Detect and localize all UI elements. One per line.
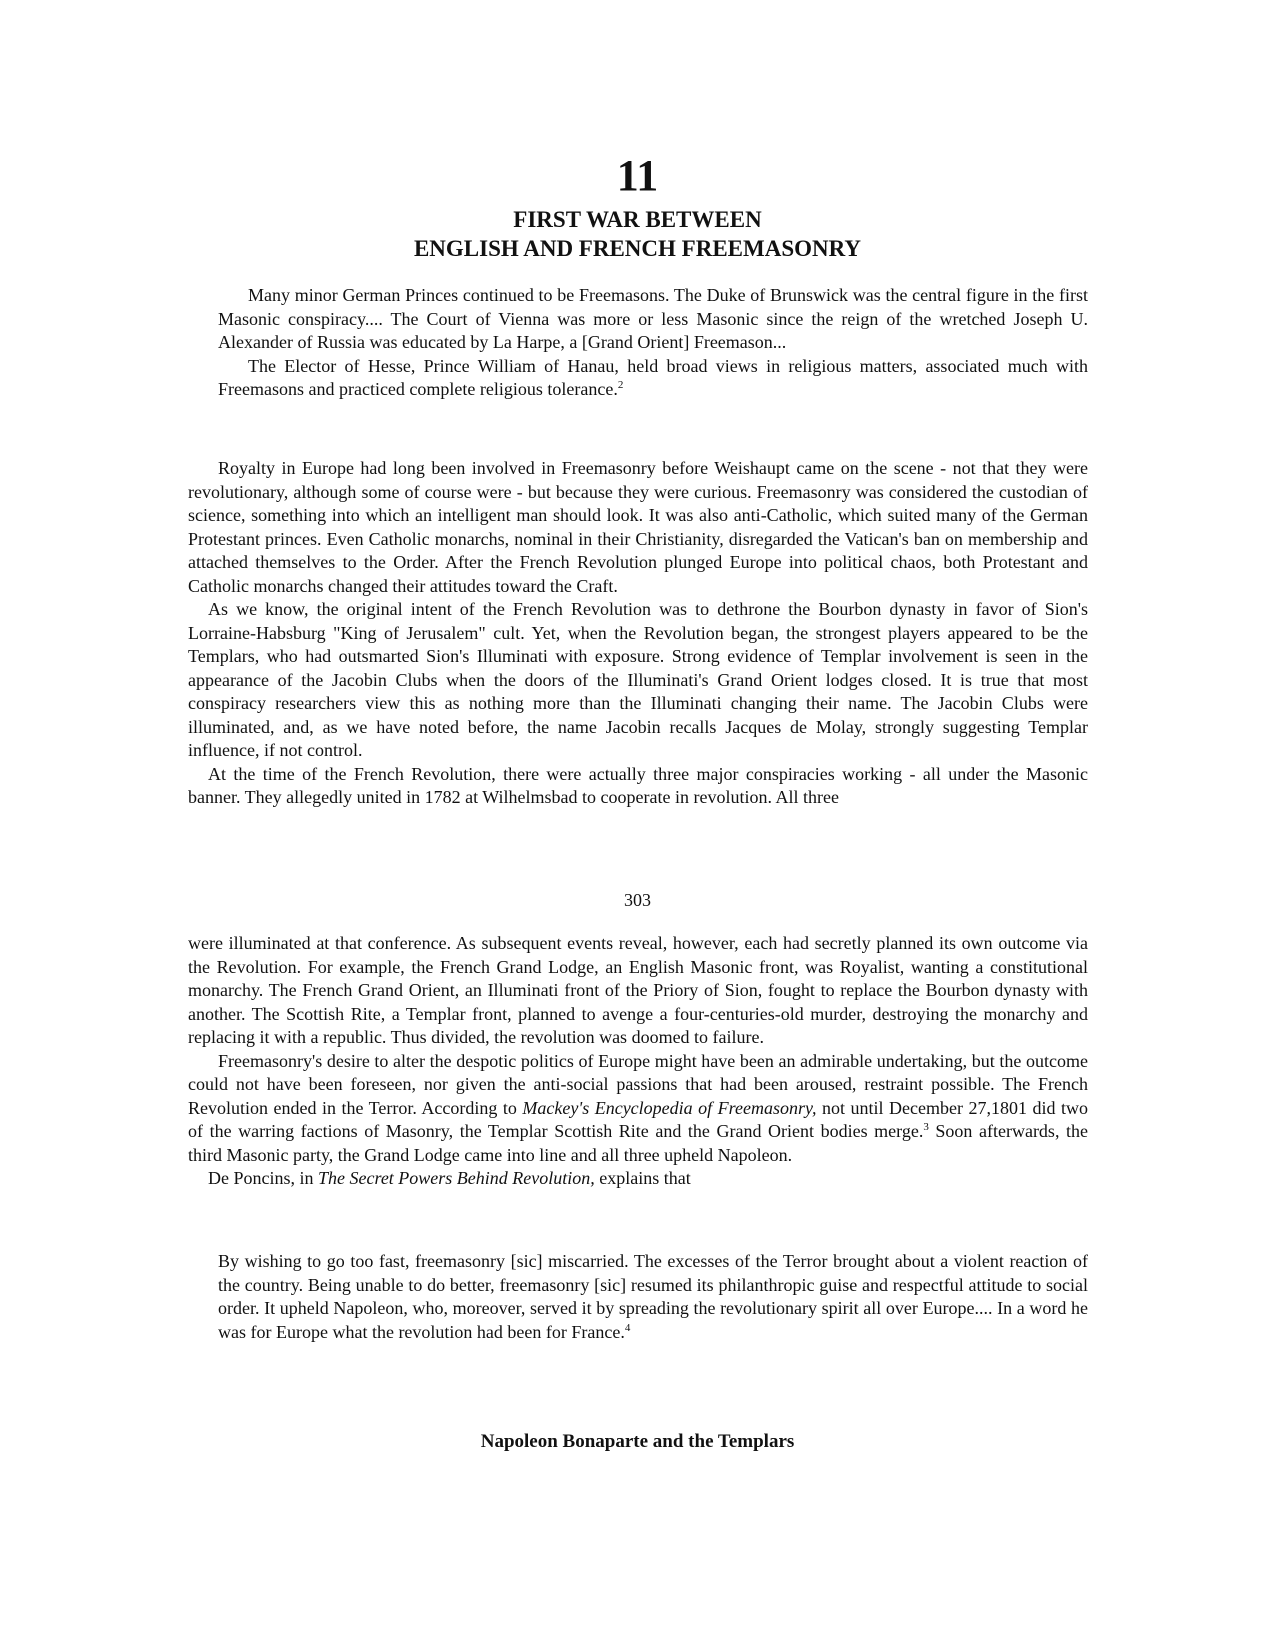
book-title: The Secret Powers Behind Revolution,: [318, 1168, 595, 1188]
book-title: Mackey's Encyclopedia of Freemasonry,: [522, 1097, 817, 1118]
chapter-title: [0, 205, 1275, 263]
quote-paragraph: [218, 1250, 1088, 1344]
quote-paragraph: Many minor German Princes continued to be Freemasons. The Duke of Brunswick was the central figure in the first Masonic conspiracy.... The Court of Vienna was more or less Masonic since the reign of the wretched Joseph U. Alexander of Russia was educated by La Harpe, a [Grand Orient] Freemason...: [218, 285, 1088, 352]
page-number: 303: [624, 890, 651, 910]
body-paragraph: were illuminated at that conference. As subsequent events reveal, however, each had secretly planned its own outcome via the Revolution. For example, the French Grand Lodge, an English Masonic front, was Royalist, wanting a constitutional monarchy. The French Grand Orient, an Illuminati front of the Priory of Sion, fought to replace the Bourbon dynasty with another. The Scottish Rite, a Templar front, planned to avenge a four-centuries-old murder, destroying the monarchy and replacing it with a republic. Thus divided, the revolution was doomed to failure.: [188, 933, 1088, 1047]
chapter-number: 11: [616, 151, 659, 200]
body-text-bottom: [188, 932, 1088, 1191]
body-paragraph: [188, 1167, 1088, 1191]
body-text: not until December 27,1801 did two of the warring factions of Masonry, the Templar Scottish Rite and the Grand Orient bodies merge.: [188, 1097, 1088, 1141]
quote-paragraph: [218, 355, 1088, 402]
body-paragraph: [188, 1050, 1088, 1168]
body-text-top: [188, 457, 1088, 810]
footnote-marker: 2: [617, 379, 624, 391]
quote-text: The Elector of Hesse, Prince William of Hanau, held broad views in religious matters, associated much with Freemasons and practiced complete religious tolerance.: [218, 355, 1088, 399]
block-quote-1: [218, 284, 1088, 402]
chapter-title-line-1: FIRST WAR BETWEEN: [513, 207, 762, 232]
chapter-title-line-2: ENGLISH AND FRENCH FREEMASONRY: [413, 236, 862, 261]
body-text: Freemasonry's desire to alter the despotic politics of Europe might have been an admirable undertaking, but the outcome could not have been foreseen, nor given the anti-social passions that had been aroused, restraint possible. The French Revolution ended in the Terror. According to: [188, 1050, 1088, 1118]
block-quote-2: [218, 1250, 1088, 1344]
body-paragraph: At the time of the French Revolution, there were actually three major conspiracies working - all under the Masonic banner. They allegedly united in 1782 at Wilhelmsbad to cooperate in revolution. All three: [188, 763, 1088, 807]
body-text: explains that: [594, 1168, 691, 1188]
body-paragraph: Royalty in Europe had long been involved in Freemasonry before Weishaupt came on the scene - not that they were revolutionary, although some of course were - but because they were curious. Freemasonry was considered the custodian of science, something into which an intelligent man should look. It was also anti-Catholic, which suited many of the German Protestant princes. Even Catholic monarchs, nominal in their Christianity, disregarded the Vatican's ban on membership and attached themselves to the Order. After the French Revolution plunged Europe into political chaos, both Protestant and Catholic monarchs changed their attitudes toward the Craft.: [188, 458, 1088, 596]
body-paragraph: As we know, the original intent of the French Revolution was to dethrone the Bourbon dynasty in favor of Sion's Lorraine-Habsburg "King of Jerusalem" cult. Yet, when the Revolution began, the strongest players appeared to be the Templars, who had outsmarted Sion's Illuminati with exposure. Strong evidence of Templar involvement is seen in the appearance of the Jacobin Clubs when the doors of the Illuminati's Grand Orient lodges closed. It is true that most conspiracy researchers view this as nothing more than the Illuminati changing their name. The Jacobin Clubs were illuminated, and, as we have noted before, the name Jacobin recalls Jacques de Molay, strongly suggesting Templar influence, if not control.: [188, 599, 1088, 760]
footnote-marker: 3: [923, 1121, 929, 1133]
body-text: De Poncins, in: [208, 1168, 318, 1188]
section-heading: Napoleon Bonaparte and the Templars: [480, 1431, 795, 1452]
footnote-marker: 4: [624, 1321, 631, 1334]
body-text: Soon afterwards, the third Masonic party, the Grand Lodge came into line and all three upheld Napoleon.: [188, 1121, 1089, 1165]
quote-text: By wishing to go too fast, freemasonry [sic] miscarried. The excesses of the Terror brought about a violent reaction of the country. Being unable to do better, freemasonry [sic] resumed its philanthropic guise and respectful attitude to social order. It upheld Napoleon, who, moreover, served it by spreading the revolutionary spirit all over Europe.... In a word he was for Europe what the revolution had been for France.: [218, 1251, 1088, 1342]
